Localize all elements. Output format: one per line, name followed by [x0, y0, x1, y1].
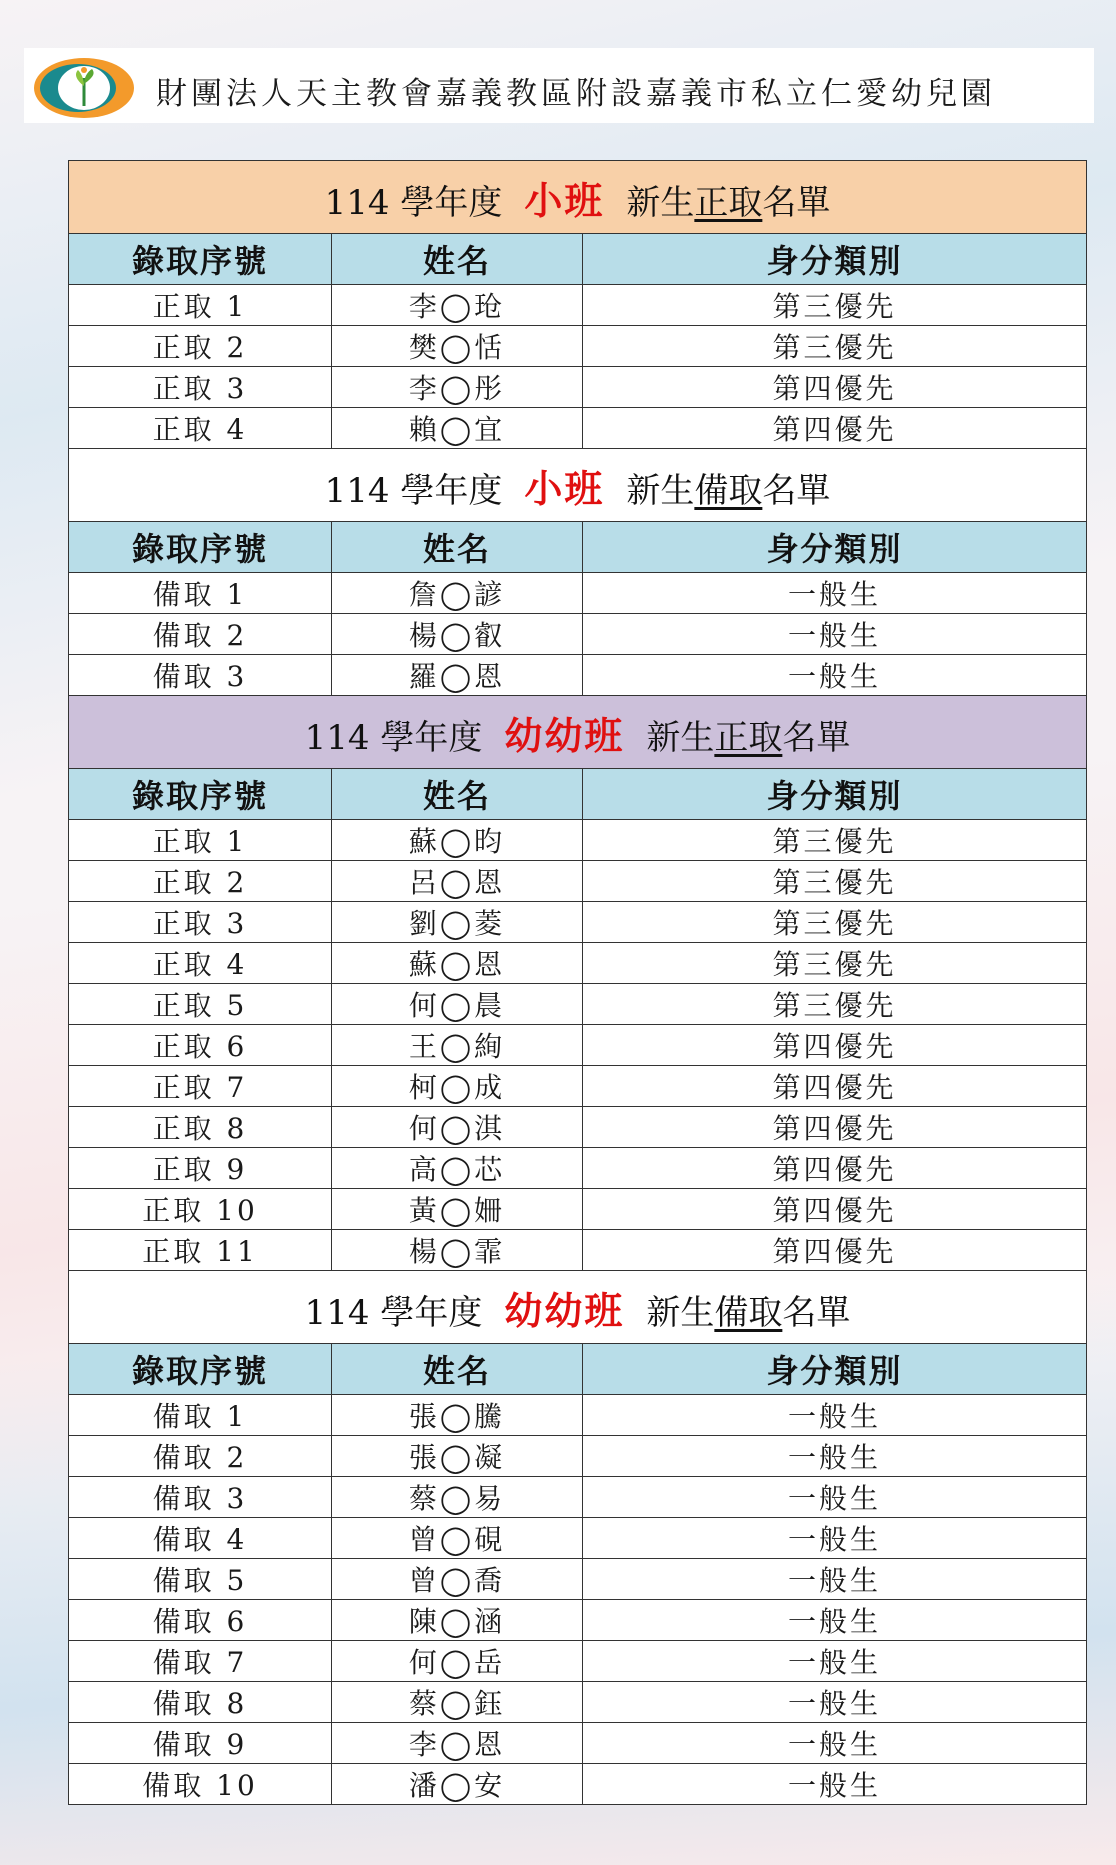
- section-year: 114 學年度: [304, 717, 483, 758]
- name-cell: 蘇◯昀: [332, 820, 583, 861]
- seq-cell: 備取 7: [69, 1641, 332, 1682]
- category-cell: 一般生: [583, 1600, 1087, 1641]
- name-cell: 詹◯諺: [332, 573, 583, 614]
- name-cell: 蔡◯鈺: [332, 1682, 583, 1723]
- seq-cell: 正取 4: [69, 408, 332, 449]
- table-row: [69, 902, 1087, 943]
- category-cell: 一般生: [583, 1682, 1087, 1723]
- table-row: [69, 861, 1087, 902]
- category-cell: 一般生: [583, 1764, 1087, 1805]
- column-header-seq: 錄取序號: [69, 769, 332, 820]
- category-cell: 第三優先: [583, 861, 1087, 902]
- column-header-seq: 錄取序號: [69, 522, 332, 573]
- category-cell: 第四優先: [583, 408, 1087, 449]
- column-header-seq: 錄取序號: [69, 234, 332, 285]
- category-cell: 一般生: [583, 1518, 1087, 1559]
- seq-cell: 備取 2: [69, 1436, 332, 1477]
- seq-cell: 備取 8: [69, 1682, 332, 1723]
- table-row: [69, 408, 1087, 449]
- section-kind: 備取: [714, 1292, 783, 1333]
- column-header-row: [69, 1344, 1087, 1395]
- category-cell: 一般生: [583, 1641, 1087, 1682]
- table-row: [69, 1764, 1087, 1805]
- section-prefix: 新生: [646, 1292, 715, 1333]
- category-cell: 一般生: [583, 655, 1087, 696]
- name-cell: 蔡◯易: [332, 1477, 583, 1518]
- table-row: [69, 1066, 1087, 1107]
- seq-cell: 正取 2: [69, 326, 332, 367]
- name-cell: 高◯芯: [332, 1148, 583, 1189]
- section-title-row: [69, 161, 1087, 234]
- category-cell: 一般生: [583, 1436, 1087, 1477]
- seq-cell: 備取 1: [69, 573, 332, 614]
- category-cell: 第三優先: [583, 820, 1087, 861]
- name-cell: 張◯騰: [332, 1395, 583, 1436]
- seq-cell: 正取 11: [69, 1230, 332, 1271]
- table-row: [69, 1025, 1087, 1066]
- organization-name: 財團法人天主教會嘉義教區附設嘉義市私立仁愛幼兒園: [156, 76, 996, 112]
- section-suffix: 名單: [782, 717, 851, 758]
- seq-cell: 備取 3: [69, 655, 332, 696]
- seq-cell: 正取 9: [69, 1148, 332, 1189]
- header-banner: [24, 48, 1094, 123]
- section-title: [69, 449, 1087, 522]
- table-row: [69, 1148, 1087, 1189]
- seq-cell: 正取 4: [69, 943, 332, 984]
- section-class-name: 幼幼班: [504, 712, 625, 758]
- name-cell: 何◯淇: [332, 1107, 583, 1148]
- table-row: [69, 367, 1087, 408]
- category-cell: 一般生: [583, 1559, 1087, 1600]
- column-header-row: [69, 769, 1087, 820]
- category-cell: 一般生: [583, 614, 1087, 655]
- seq-cell: 正取 10: [69, 1189, 332, 1230]
- column-header-name: 姓名: [332, 522, 583, 573]
- table-row: [69, 1189, 1087, 1230]
- seq-cell: 正取 2: [69, 861, 332, 902]
- section-class-name: 小班: [524, 177, 605, 223]
- table-row: [69, 1600, 1087, 1641]
- section-title: [69, 161, 1087, 234]
- section-title-row: [69, 696, 1087, 769]
- section-class-name: 幼幼班: [504, 1287, 625, 1333]
- section-prefix: 新生: [646, 717, 715, 758]
- category-cell: 第四優先: [583, 1066, 1087, 1107]
- table-row: [69, 1518, 1087, 1559]
- column-header-category: 身分類別: [583, 1344, 1087, 1395]
- section-prefix: 新生: [626, 470, 695, 511]
- name-cell: 樊◯恬: [332, 326, 583, 367]
- table-row: [69, 1559, 1087, 1600]
- seq-cell: 備取 5: [69, 1559, 332, 1600]
- category-cell: 一般生: [583, 1477, 1087, 1518]
- name-cell: 柯◯成: [332, 1066, 583, 1107]
- seq-cell: 正取 3: [69, 902, 332, 943]
- seq-cell: 備取 4: [69, 1518, 332, 1559]
- name-cell: 黃◯姍: [332, 1189, 583, 1230]
- column-header-row: [69, 522, 1087, 573]
- category-cell: 第四優先: [583, 1148, 1087, 1189]
- category-cell: 一般生: [583, 1395, 1087, 1436]
- seq-cell: 備取 1: [69, 1395, 332, 1436]
- column-header-row: [69, 234, 1087, 285]
- kindergarten-logo-icon: [32, 56, 136, 120]
- column-header-category: 身分類別: [583, 234, 1087, 285]
- seq-cell: 備取 3: [69, 1477, 332, 1518]
- name-cell: 張◯凝: [332, 1436, 583, 1477]
- table-row: [69, 1641, 1087, 1682]
- name-cell: 何◯岳: [332, 1641, 583, 1682]
- section-year: 114 學年度: [304, 1292, 483, 1333]
- seq-cell: 正取 3: [69, 367, 332, 408]
- section-class-name: 小班: [524, 465, 605, 511]
- section-kind: 備取: [694, 470, 763, 511]
- column-header-category: 身分類別: [583, 522, 1087, 573]
- name-cell: 王◯絢: [332, 1025, 583, 1066]
- column-header-name: 姓名: [332, 234, 583, 285]
- name-cell: 曾◯硯: [332, 1518, 583, 1559]
- seq-cell: 備取 6: [69, 1600, 332, 1641]
- category-cell: 第三優先: [583, 984, 1087, 1025]
- name-cell: 劉◯菱: [332, 902, 583, 943]
- table-row: [69, 573, 1087, 614]
- name-cell: 何◯晨: [332, 984, 583, 1025]
- column-header-name: 姓名: [332, 1344, 583, 1395]
- category-cell: 第四優先: [583, 1107, 1087, 1148]
- category-cell: 第三優先: [583, 943, 1087, 984]
- table-row: [69, 614, 1087, 655]
- category-cell: 第四優先: [583, 1189, 1087, 1230]
- name-cell: 蘇◯恩: [332, 943, 583, 984]
- table-row: [69, 820, 1087, 861]
- category-cell: 第四優先: [583, 1230, 1087, 1271]
- seq-cell: 備取 9: [69, 1723, 332, 1764]
- table-row: [69, 1723, 1087, 1764]
- section-suffix: 名單: [782, 1292, 851, 1333]
- name-cell: 呂◯恩: [332, 861, 583, 902]
- category-cell: 一般生: [583, 573, 1087, 614]
- name-cell: 李◯玱: [332, 285, 583, 326]
- table-row: [69, 655, 1087, 696]
- name-cell: 潘◯安: [332, 1764, 583, 1805]
- category-cell: 第三優先: [583, 326, 1087, 367]
- table-row: [69, 943, 1087, 984]
- category-cell: 第四優先: [583, 367, 1087, 408]
- name-cell: 李◯恩: [332, 1723, 583, 1764]
- table-row: [69, 285, 1087, 326]
- table-row: [69, 1107, 1087, 1148]
- table-row: [69, 1477, 1087, 1518]
- column-header-name: 姓名: [332, 769, 583, 820]
- seq-cell: 正取 6: [69, 1025, 332, 1066]
- category-cell: 第三優先: [583, 285, 1087, 326]
- section-kind: 正取: [714, 717, 783, 758]
- admission-list-table: [68, 160, 1087, 1805]
- name-cell: 楊◯霏: [332, 1230, 583, 1271]
- column-header-category: 身分類別: [583, 769, 1087, 820]
- name-cell: 楊◯叡: [332, 614, 583, 655]
- section-kind: 正取: [694, 182, 763, 223]
- seq-cell: 正取 5: [69, 984, 332, 1025]
- name-cell: 李◯彤: [332, 367, 583, 408]
- category-cell: 第四優先: [583, 1025, 1087, 1066]
- section-year: 114 學年度: [324, 182, 503, 223]
- name-cell: 曾◯喬: [332, 1559, 583, 1600]
- section-title-row: [69, 1271, 1087, 1344]
- name-cell: 賴◯宜: [332, 408, 583, 449]
- table-row: [69, 1682, 1087, 1723]
- seq-cell: 正取 1: [69, 285, 332, 326]
- seq-cell: 備取 2: [69, 614, 332, 655]
- table-row: [69, 1395, 1087, 1436]
- column-header-seq: 錄取序號: [69, 1344, 332, 1395]
- seq-cell: 正取 7: [69, 1066, 332, 1107]
- section-suffix: 名單: [762, 182, 831, 223]
- section-title: [69, 1271, 1087, 1344]
- table-row: [69, 984, 1087, 1025]
- category-cell: 第三優先: [583, 902, 1087, 943]
- seq-cell: 正取 8: [69, 1107, 332, 1148]
- section-suffix: 名單: [762, 470, 831, 511]
- section-year: 114 學年度: [324, 470, 503, 511]
- table-row: [69, 1436, 1087, 1477]
- table-row: [69, 1230, 1087, 1271]
- table-row: [69, 326, 1087, 367]
- name-cell: 羅◯恩: [332, 655, 583, 696]
- section-title-row: [69, 449, 1087, 522]
- seq-cell: 備取 10: [69, 1764, 332, 1805]
- section-title: [69, 696, 1087, 769]
- category-cell: 一般生: [583, 1723, 1087, 1764]
- name-cell: 陳◯涵: [332, 1600, 583, 1641]
- section-prefix: 新生: [626, 182, 695, 223]
- seq-cell: 正取 1: [69, 820, 332, 861]
